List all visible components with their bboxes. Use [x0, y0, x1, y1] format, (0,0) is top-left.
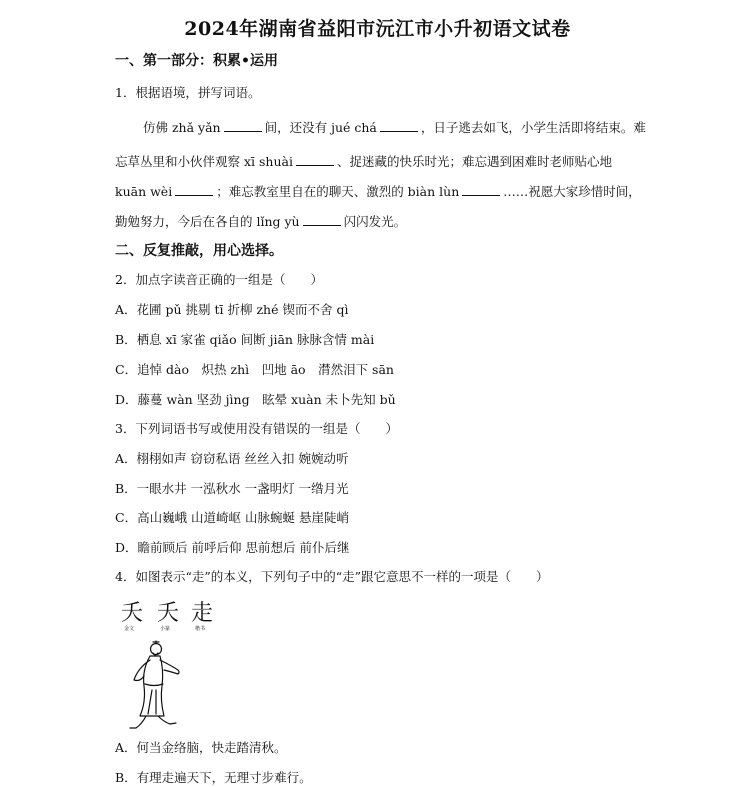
question-4-option-a[interactable]: A．何当金络脑，快走踏清秋。 — [115, 740, 287, 755]
glyph-row — [118, 596, 228, 636]
question-4-stem: 4．如图表示“走”的本义，下列句子中的“走”跟它意思不一样的一项是（ ） — [115, 569, 549, 584]
passage-line-4: 勤勉努力，今后在各自的 lǐng yù 闪闪发光。 — [115, 214, 407, 229]
question-3-option-c[interactable]: C．高山巍峨 山道崎岖 山脉蜿蜒 悬崖陡峭 — [115, 510, 349, 525]
section-heading-1: 一、第一部分：积累•运用 — [115, 53, 278, 69]
zou-evolution-figure — [118, 596, 228, 736]
glyph-jinwen: 夭 — [121, 601, 144, 626]
answer-blank[interactable] — [462, 182, 500, 196]
question-2-option-b[interactable]: B．栖息 xī 家雀 qiǎo 间断 jiān 脉脉含情 mài — [115, 332, 375, 347]
answer-blank[interactable] — [296, 152, 334, 166]
question-1-stem: 1．根据语境，拼写词语。 — [115, 85, 261, 100]
glyph-xiaozhuan: 夭 — [157, 601, 180, 626]
passage-line-2: 忘草丛里和小伙伴观察 xī shuài 、捉迷藏的快乐时光；难忘遇到困难时老师贴心地 — [115, 154, 612, 169]
question-3-option-a[interactable]: A．栩栩如声 窃窃私语 丝丝入扣 婉婉动听 — [115, 451, 349, 466]
walking-man-illustration — [126, 640, 190, 732]
glyph-label-xiaozhuan: 小篆 — [160, 626, 171, 632]
glyph-label-jinwen: 金文 — [124, 626, 135, 632]
glyph-kaishu: 走 — [191, 601, 214, 626]
answer-blank[interactable] — [175, 182, 213, 196]
passage-line-3: kuān wèi ；难忘教室里自在的聊天、激烈的 biàn lùn ……祝愿大家珍惜时间， — [115, 184, 641, 199]
question-3-stem: 3．下列词语书写或使用没有错误的一组是（ ） — [115, 421, 398, 436]
question-3-option-b[interactable]: B．一眼水井 一泓秋水 一盏明灯 一绺月光 — [115, 481, 349, 496]
answer-blank[interactable] — [303, 212, 341, 226]
question-2-option-a[interactable]: A．花圃 pǔ 挑剔 tī 折柳 zhé 锲而不舍 qì — [115, 302, 349, 317]
answer-blank[interactable] — [224, 118, 262, 132]
answer-blank[interactable] — [380, 118, 418, 132]
glyph-label-kaishu: 楷书 — [195, 626, 206, 632]
question-3-option-d[interactable]: D．瞻前顾后 前呼后仰 思前想后 前仆后继 — [115, 540, 350, 555]
passage-line-1: 仿佛 zhǎ yǎn 间，还没有 jué chá ，日子逃去如飞，小学生活即将结束。难 — [143, 120, 646, 135]
question-4-option-b[interactable]: B．有理走遍天下，无理寸步难行。 — [115, 770, 312, 785]
section-heading-2: 二、反复推敲，用心选择。 — [115, 243, 283, 259]
question-2-stem: 2．加点字读音正确的一组是（ ） — [115, 272, 323, 287]
page-title: 2024年湖南省益阳市沅江市小升初语文试卷 — [184, 18, 571, 40]
question-2-option-d[interactable]: D．藤蔓 wàn 坚劲 jìng 眩晕 xuàn 未卜先知 bǔ — [115, 392, 396, 407]
question-2-option-c[interactable]: C．追悼 dào 炽热 zhì 凹地 āo 潸然泪下 sān — [115, 362, 394, 377]
